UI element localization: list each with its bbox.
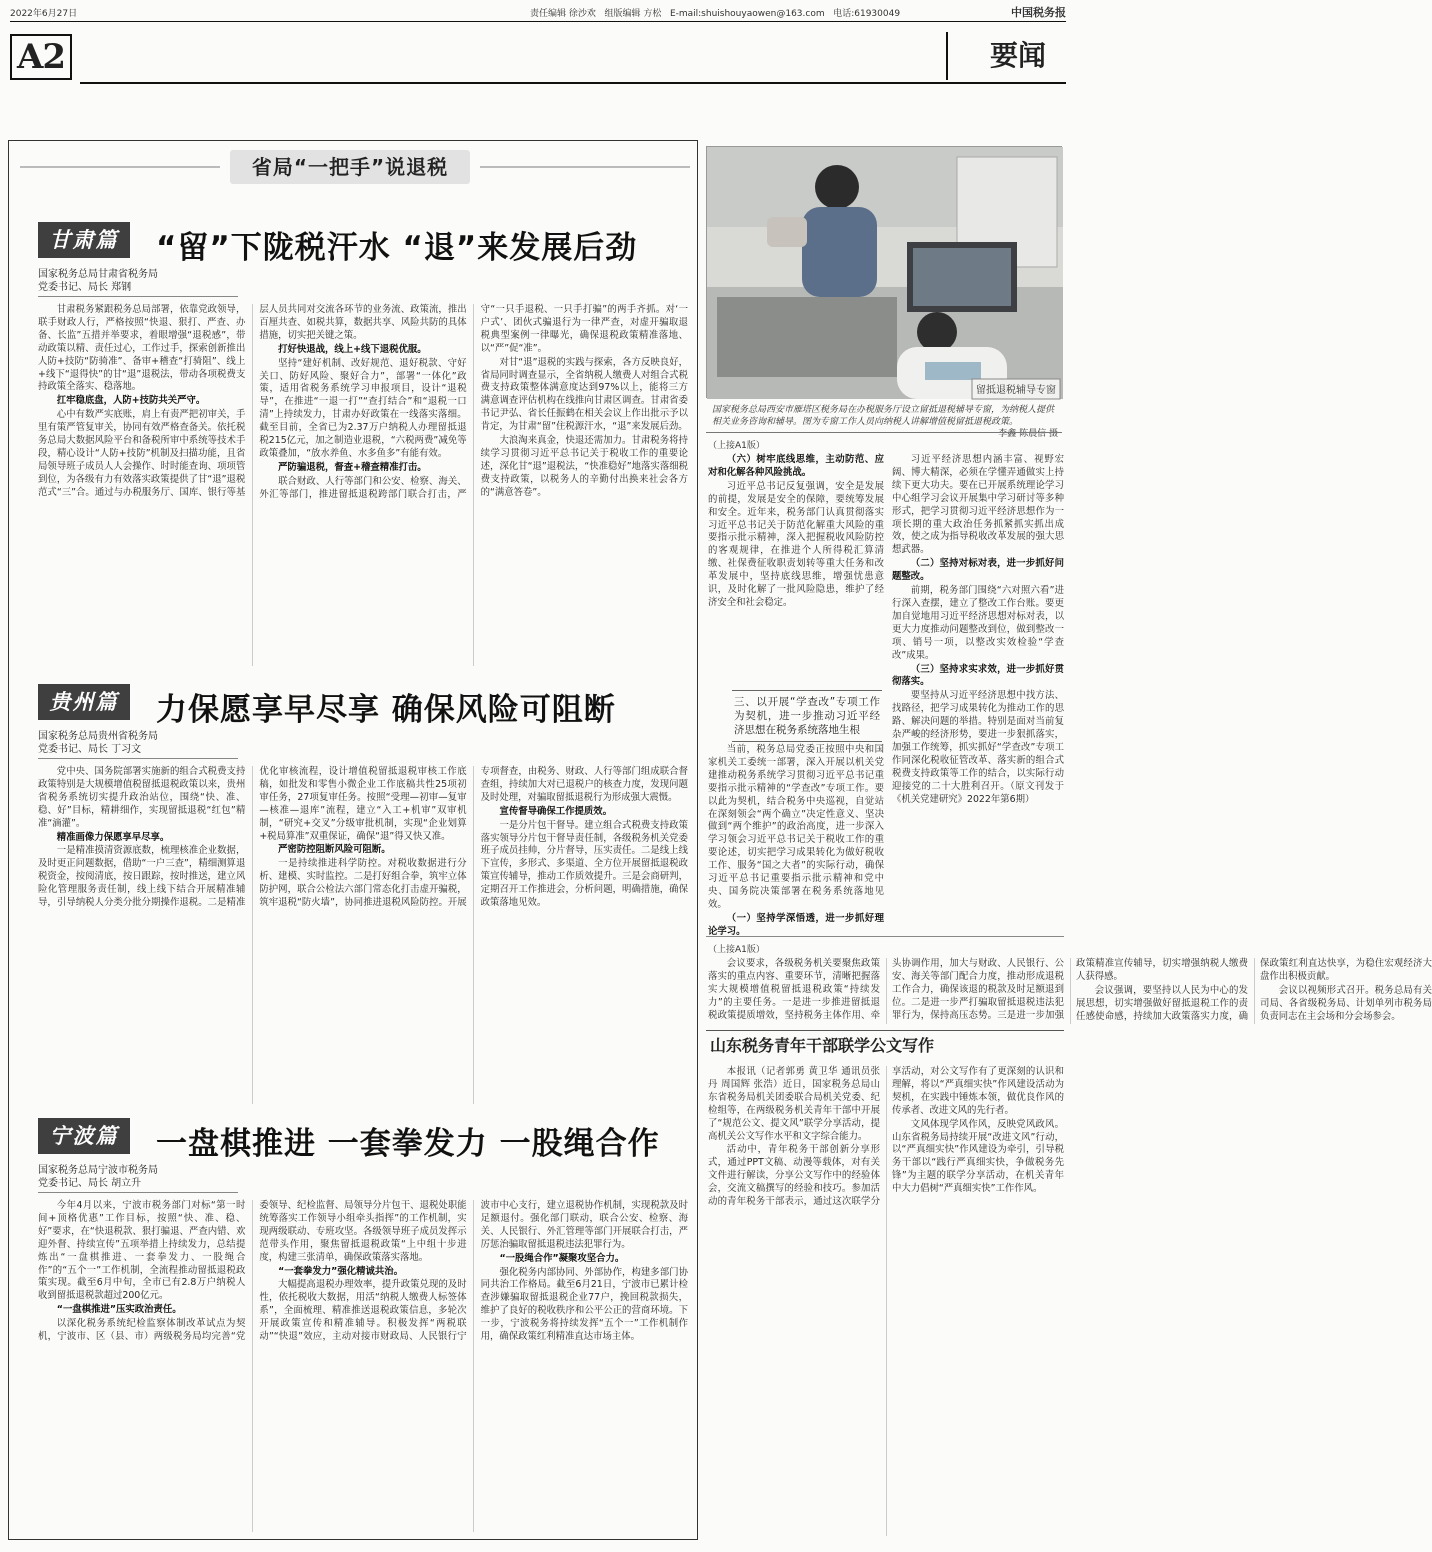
news-photo: [706, 146, 1062, 398]
separator: [706, 936, 1064, 937]
editor-name: 责任编辑 徐沙欢: [530, 9, 596, 19]
article-ningbo-body: [38, 1200, 688, 1532]
paragraph: 要坚持从习近平经济思想中找方法、找路径，把学习成果转化为推动工作的思路、解决问题的举措。特别是面对当前复杂严峻的经济形势，要进一步狠抓落实，加强工作统筹，抓实抓好“学查改”专项工作同深化税收征管改革、落实新的组合式税费支持政策等工作的结合，以实际行动迎接党的二十大胜利召开。（原文刊发于《机关党建研究》2022年第6期）: [892, 690, 1064, 805]
paragraph: 当前，税务总局党委正按照中央和国家机关工委统一部署，深入开展以机关党建推动税务系统学习贯彻习近平总书记重要指示批示精神的“学查改”专项工作。要以此为契机，结合税务中央巡视，自觉站在深刻领会“两个确立”决定性意义、坚决做到“两个维护”的政治高度，进一步深入学习领会习近平总书记关于税收工作的重要论述，切实把学习成果转化为做好税收工作、服务“国之大者”的实际行动，确保习近平总书记重要指示批示精神和党中央、国务院决策部署在税务系统落地见效。: [708, 744, 884, 910]
continuation-tag-1: （上接A1版）: [708, 441, 765, 451]
paragraph: 活动中，青年税务干部创新分享形式，通过PPT文稿、动漫等载体，对有关文件进行解读，分享公文写作中的经验体会，交流文稿撰写的经验和技巧。参加活动的青年税务干部表示，通过这次联学分享活动，对公文写作有了更深刻的认识和理解，将以“严真细实快”作风建设活动为契机，在实践中锤炼本领，做优良作风的传承者、改进文风的先行者。: [708, 1066, 1064, 1208]
editor-info: [530, 6, 900, 19]
layout-editor: 组版编辑 方松: [604, 9, 662, 19]
paragraph: 一是分片包干督导。建立组合式税费支持政策落实领导分片包干督导责任制，各级税务机关党委班子成员挂帅，分片督导，压实责任。二是线上线下宣传，多形式、多渠道、全方位开展留抵退税政策宣传辅导，推动工作质效提升。三是会商研判，定期召开工作推进会，分析问题，明确措施，确保政策落地见效。: [480, 819, 688, 909]
byline-ningbo: [38, 1164, 238, 1190]
paragraph: 一是精准摸清资源底数，梳理核准企业数据，及时更正问题数据，借助“一户三查”，精细测算退税资金，按阅清底，按日跟踪，按时推送，建立风险化管理服务责任制，线上线下结合开展精准辅导，引导纳税人分类分批分期操作退税。二是精准优化审核流程，设计增值税留抵退税审核工作底稿，如批发和零售小微企业工作底稿共性25项初审任务，27项复审任务。按照“受理—初审—复审—核准—退库”流程，建立“入工+机审”双审机制，“研究+交叉”分级审批机制，实现“企业划算+税局算准”双重保证，确保“退”得又快又准。: [38, 766, 467, 909]
continuation-1-col1-lower: [708, 744, 884, 937]
byline-rule: [38, 758, 238, 759]
banner-line-right: [480, 166, 690, 168]
byline-gansu: [38, 268, 238, 294]
article-guizhou-body: [38, 766, 688, 1104]
continuation-1-col2: [892, 454, 1064, 930]
section-title: 要闻: [989, 39, 1046, 72]
continuation-tag-2: （上接A1版）: [708, 945, 765, 955]
pull-quote: 三、以开展“学查改”专项工作为契机，进一步推动习近平经济思想在税务系统落地生根: [732, 690, 882, 742]
paragraph: 今年4月以来，宁波市税务部门对标“第一时间+顶格优惠”工作目标，按照“快、准、稳、好”要求，在“快退税款、狠打骗退、严查内错、欢迎外督、持续宣传”五项举措上持续发力，总结提炼出“一盘棋推进、一套拳发力、一股绳合作”的“五个一”工作机制，全流程推动留抵退税政策实现。截至6月中旬，全市已有2.8万户纳税人收到留抵退税款超过200亿元。: [38, 1200, 246, 1302]
paragraph: 坚持“建好机制、改好规范、退好税款、守好关口、防好风险、聚好合力”，部署“一体化”政策，适用省税务系统学习申报项目，设计“退税导”，在推进“一退一打”“查打结合”和“退税一口清”上持续发力，甘肃办好政策在一线落实落细。截至目前，全省已为2.37万户纳税人办理留抵退税215亿元，加之制造业退税，“六税两费”减免等政策叠加，“放水养鱼、水多鱼多”有能有效。: [259, 357, 467, 459]
byline-author: 党委书记、局长 胡立升: [38, 1178, 142, 1189]
section-lead: “一套拳发力”强化精诚共治。: [278, 1265, 403, 1277]
section-lead: 扛牢稳底盘，人防+技防共关严守。: [56, 395, 206, 407]
issue-date: 2022年6月27日: [10, 9, 78, 19]
region-tag-guizhou: 贵州篇: [38, 684, 130, 720]
section-lead: （六）树牢底线思维，主动防范、应对和化解各种风险挑战。: [708, 454, 884, 478]
continuation-2-body: [708, 958, 1432, 1024]
section-lead: “一盘棋推进”压实政治责任。: [56, 1304, 182, 1316]
email: E-mail:shuishouyaowen@163.com: [669, 9, 825, 19]
photo-caption: [712, 404, 1058, 440]
paragraph: 心中有数严实底账，肩上有责严把初审关，手里有策严管复审关，协同有效严格查备关。依托税务总局大数据风险平台和备税所审中系统等技术手段，精心设计“人防+技防”机制及扫描功能，且省局领导班子成员人人会操作、时时能查询、项项管到位，为各级有力有效落实政策提供了甘“退”退税范式“三”合。通过与办税服务厅、国库、银行等基层人员共同对交流各环节的业务流、政策流，推出百厘共查、如税共算，数据共享、风险共防的具体措施，切实把关键之策。: [38, 304, 467, 498]
banner-line-left: [20, 166, 220, 168]
article-gansu-body: [38, 304, 688, 666]
page-number: A2: [10, 34, 72, 80]
byline-author: 党委书记、局长 丁习文: [38, 744, 142, 755]
continuation-1-col1: [708, 454, 884, 684]
paper-name: 中国税务报: [1011, 6, 1066, 19]
section-lead: “一股绳合作”凝聚攻坚合力。: [499, 1252, 625, 1264]
headline-guizhou: 力保愿享早尽享 确保风险可阻断: [156, 692, 616, 728]
page-header: [10, 4, 1066, 20]
photo-rule: [706, 432, 1062, 433]
paragraph: 党中央、国务院部署实施新的组合式税费支持政策特别是大规模增值税留抵退税政策以来，贵州省税务系统切实提升政治站位，围绕“快、准、稳、好”目标，精耕细作，实现留抵退税“红包”精准“滴灌”。: [38, 766, 246, 829]
paragraph: 甘肃税务紧跟税务总局部署，依靠党政领导，联手财政人行，严格按照“快退、狠打、严查、办备、长监”五措并举要求，着眼增强“退税感”，带动政策以精、责任过心，工作过手，探索创新推出人防+技防“防骑准”、备审+稽查“打骑阻”、线上+线下“退得快”的甘“退”退税法，带动各项税费支持政策全落实、稳落地。: [38, 304, 246, 393]
paragraph: 大浪淘来真金，快退还需加力。甘肃税务将持续学习贯彻习近平总书记关于税收工作的重要论述，深化甘“退”退税法，“快准稳好”地落实落细税费支持政策，以税务人的辛勤付出换来社会各方的“满意答卷”。: [480, 435, 688, 498]
byline-org: 国家税务总局宁波市税务局: [38, 1165, 158, 1176]
paragraph: 前期，税务部门围绕“六对照六看”进行深入查摆，建立了整改工作台账。要更加自觉地用习近平经济思想对标对表，以更大力度推动问题整改到位，做到整改一项、销号一项，以整改实效检验“学查改”成果。: [892, 585, 1064, 661]
paragraph: 会议要求，各级税务机关要聚焦政策落实的重点内容、重要环节，清晰把握落实大规模增值税留抵退税政策“持续发力”的主要任务。一是进一步推进留抵退税政策提质增效，坚持税务主体作用、牵头协调作用，加大与财政、人民银行、公安、海关等部门配合力度，推动形成退税工作合力，确保该退的税款及时足额退到位。二是进一步严打骗取留抵退税违法犯罪行为，保持高压态势。三是进一步加强政策精准宣传辅导，切实增强纳税人缴费人获得感。: [708, 958, 1248, 1021]
section-lead: 宣传督导确保工作提质效。: [499, 805, 612, 817]
section-lead: （三）坚持求实求效，进一步抓好贯彻落实。: [892, 663, 1064, 688]
section-lead: 打好快退战，线上+线下退税优服。: [278, 343, 427, 355]
tax-office-photo: [707, 147, 1063, 399]
section-divider: [946, 32, 954, 80]
section-lead: （一）坚持学深悟透，进一步抓好理论学习。: [708, 912, 884, 937]
byline-org: 国家税务总局贵州省税务局: [38, 731, 158, 742]
paragraph: 一是持续推进科学防控。对税收数据进行分析、建模、实时监控。二是打好组合拳，筑牢立体防护网，联合公检法六部门常态化打击虚开骗税，筑牢退税“防火墙”，协同推进退税风险防控。开展专项督查，由税务、财政、人行等部门组成联合督查组，持续加大对已退税户的核查力度，发现问题及时处理，对骗取留抵退税行为形成强大震慑。: [259, 766, 688, 909]
paragraph: 会议强调，要坚持以人民为中心的发展思想，切实增强做好留抵退税工作的责任感使命感，持续加大政策落实力度，确保政策红利直达快享，为稳住宏观经济大盘作出积极贡献。: [1076, 958, 1432, 1022]
section-lead: 精准画像力保愿享早尽享。: [56, 831, 170, 843]
byline-guizhou: [38, 730, 238, 756]
paragraph: 大幅提高退税办理效率，提升政策兑现的及时性，依托税收大数据，用活“纳税人缴费人标签体系”，全面梳理、精准推送退税政策信息，多轮次开展政策宣传和精准辅导。积极发挥“两税联动”“快退”效应，主动对接市财政局、人民银行宁波市中心支行，建立退税协作机制，实现税款及时足额退付。强化部门联动，联合公安、检察、海关、人民银行、外汇管理等部门开展联合打击，严厉惩治骗取留抵退税违法犯罪行为。: [259, 1200, 688, 1343]
masthead-rule: [80, 82, 1066, 84]
paragraph: 联合财政、人行等部门和公安、检察、海关、外汇等部门，推进留抵退税跨部门联合打击，严守“一只手退税、一只手打骗”的两手齐抓。对‘一户式’、团伙式骗退行为一律严查，对虚开骗取退税典型案例一律曝光，确保退税政策精准落地、以“严”促“准”。: [259, 304, 688, 500]
byline-rule: [38, 296, 238, 297]
phone: 电话:61930049: [833, 9, 901, 19]
byline-rule: [38, 1192, 238, 1193]
feature-banner: 省局“一把手”说退税: [230, 150, 470, 184]
region-tag-gansu: 甘肃篇: [38, 222, 130, 258]
paragraph: 会议以视频形式召开。税务总局有关司局、各省级税务局、计划单列市税务局负责同志在主会场和分会场参会。: [1260, 984, 1432, 1022]
region-tag-ningbo: 宁波篇: [38, 1118, 130, 1154]
paragraph: 以深化税务系统纪检监察体制改革试点为契机，宁波市、区（县、市）两级税务局均完善“党委领导、纪检监督、局领导分片包干、退税处职能统筹落实工作领导小组牵头指挥”的工作机制，实现两级联动、专班攻坚。各级领导班子成员发挥示范带头作用，聚焦留抵退税政策“上中组十步进度，构建三张清单，确保政策落实落地。: [38, 1200, 467, 1343]
section-lead: （二）坚持对标对表，进一步抓好问题整改。: [892, 558, 1064, 583]
section-lead: 严防骗退税，督查+稽查精准打击。: [278, 461, 427, 473]
shandong-body: [708, 1066, 1064, 1536]
headline-gansu: “留”下陇税汗水 “退”来发展后劲: [156, 230, 638, 266]
section-lead: 严密防控阻断风险可阻断。: [278, 844, 391, 856]
byline-author: 党委书记、局长 郑钢: [38, 282, 132, 293]
paragraph: 本报讯（记者郭勇 黄卫华 通讯员张丹 周国辉 张浩）近日，国家税务总局山东省税务局机关团委联合局机关党委、纪检组等，在两级税务机关青年干部中开展了“规范公文、提文风”联学分享活动，提高机关公文写作水平和文字综合能力。: [708, 1066, 880, 1142]
paragraph: 文风体现学风作风，反映党风政风。山东省税务局持续开展“改进文风”行动，以“严真细实快”作风建设为牵引，引导税务干部以“践行严真细实快，争做税务先锋”为主题的联学分享活动，在机关青年中大力倡树“严真细实快”工作作风。: [892, 1118, 1064, 1195]
headline-ningbo: 一盘棋推进 一套拳发力 一股绳合作: [156, 1126, 660, 1162]
byline-org: 国家税务总局甘肃省税务局: [38, 269, 158, 280]
caption-text: 国家税务总局西安市雁塔区税务局在办税服务厅设立留抵退税辅导专窗，为纳税人提供相关业务咨询和辅导。图为专窗工作人员向纳税人讲解增值税留抵退税政策。: [712, 405, 1055, 427]
photo-sign-text: 留抵退税辅导专窗: [976, 385, 1056, 396]
paragraph: 习近平经济思想内涵丰富、视野宏阔、博大精深，必须在学懂弄通做实上持续下更大功夫。要在已开展系统理论学习中心组学习会议开展集中学习研讨等多种形式，把学习贯彻习近平经济思想作为一项长期的重大政治任务抓紧抓实抓出成效，使之成为指导税收改革发展的强大思想武器。: [892, 454, 1064, 556]
paragraph: 对甘“退”退税的实践与探索，各方反映良好，省局同时调查显示，全省纳税人缴费人对组合式税费支持政策整体满意度达到97%以上，能将三方满意调查评估机构在线推向甘肃区调查。甘肃省委书记尹弘、省长任振鹤在相关会议上作出批示予以肯定，为甘肃“留”住税源汗水，“退”来发展后劲。: [480, 356, 688, 433]
shandong-title: 山东税务青年干部联学公文写作: [706, 1030, 1064, 1060]
header-rule: [10, 21, 1066, 22]
photo-credit: 李鑫 陈晨信 摄: [998, 429, 1058, 439]
paragraph: 习近平总书记反复强调，安全是发展的前提，发展是安全的保障，要统筹发展和安全。近年来，税务部门认真贯彻落实习近平总书记关于防范化解重大风险的重要指示批示精神，深入把握税收风险防控的客观规律，在推进个人所得税汇算清缴、社保费征收职责划转等重大任务和改革发展中，坚持底线思维，增强忧患意识，及时化解了一批风险隐患，维护了经济安全和社会稳定。: [708, 480, 884, 608]
paragraph: 强化税务内部协同、外部协作，构建多部门协同共治工作格局。截至6月21日，宁波市已累计检查涉嫌骗取留抵退税企业77户，挽回税款损失，维护了良好的税收秩序和公平公正的营商环境。下一步，宁波税务将持续发挥“五个一”工作机制作用，确保政策红利精准直达市场主体。: [480, 1266, 688, 1343]
